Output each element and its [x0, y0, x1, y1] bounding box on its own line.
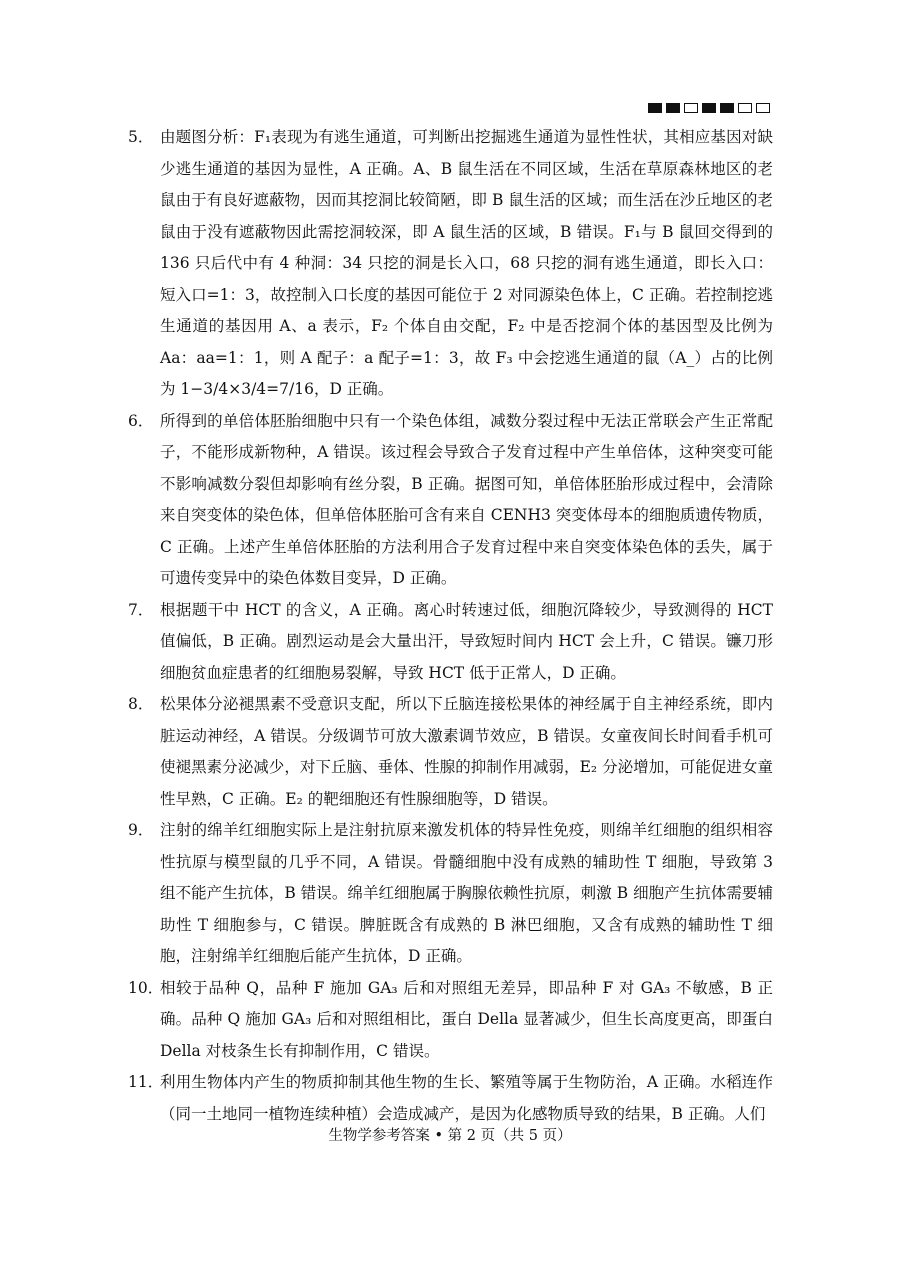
header-mark-6 [738, 103, 752, 113]
item-text: 根据题干中 HCT 的含义，A 正确。离心时转速过低，细胞沉降较少，导致测得的 HCT 值偏低，B 正确。剧烈运动是会大量出汗，导致短时间内 HCT 会上升，C 错误。镰刀形细胞贫血症患者的红细胞易裂解，导致 HCT 低于正常人，D 正确。 [160, 600, 773, 682]
item-number: 7． [128, 600, 154, 619]
answer-item-10 [128, 973, 773, 1068]
answer-item-9 [128, 815, 773, 973]
header-mark-5 [720, 103, 734, 113]
page-footer: 生物学参考答案 • 第 2 页（共 5 页） [328, 1128, 572, 1144]
header-mark-3 [684, 103, 698, 113]
answer-content [128, 122, 773, 1130]
item-number: 5． [128, 128, 154, 146]
item-text: 由题图分析：F₁表现为有逃生通道，可判断出挖掘逃生通道为显性性状，其相应基因对缺少逃生通道的基因为显性，A 正确。A、B 鼠生活在不同区域，生活在草原森林地区的老鼠由于有良好遮蔽物，因而其挖洞比较简陋，即 B 鼠生活的区域；而生活在沙丘地区的老鼠由于没有遮蔽物因此需挖洞较深，即 A 鼠生活的区域，B 错误。F₁与 B 鼠回交得到的 136 只后代中有 4 种洞：34 只挖的洞是长入口，68 只挖的洞有逃生通道，即长入口：短入口=1：3，故控制入口长度的基因可能位于 2 对同源染色体上，C 正确。若控制挖逃生通道的基因用 A、a 表示，F₂ 个体自由交配，F₂ 中是否挖洞个体的基因型及比例为 Aa：aa=1：1，则 A 配子：a 配子=1：3，故 F₃ 中会挖逃生通道的鼠（A_）占的比例为 1−3/4×3/4=7/16，D 正确。 [160, 128, 773, 398]
item-number: 6． [128, 411, 154, 430]
item-text: 利用生物体内产生的物质抑制其他生物的生长、繁殖等属于生物防治，A 正确。水稻连作（同一土地同一植物连续种植）会造成减产，是因为化感物质导致的结果，B 正确。人们 [160, 1073, 773, 1123]
answer-item-6 [128, 406, 773, 595]
item-text: 松果体分泌褪黑素不受意识支配，所以下丘脑连接松果体的神经属于自主神经系统，即内脏运动神经，A 错误。分级调节可放大激素调节效应，B 错误。女童夜间长时间看手机可使褪黑素分泌减少，对下丘脑、垂体、性腺的抑制作用减弱，E₂ 分泌增加，可能促进女童性早熟，C 正确。E₂ 的靶细胞还有性腺细胞等，D 错误。 [160, 695, 773, 808]
answer-item-7 [128, 595, 773, 690]
item-number: 8． [128, 695, 154, 713]
header-mark-2 [666, 103, 680, 113]
answer-item-11 [128, 1067, 773, 1130]
item-number: 10． [128, 978, 164, 997]
answer-item-8 [128, 689, 773, 815]
item-text: 相较于品种 Q，品种 F 施加 GA₃ 后和对照组无差异，即品种 F 对 GA₃ 不敏感，B 正确。品种 Q 施加 GA₃ 后和对照组相比，蛋白 Della 显著减少，但生长高度更高，即蛋白 Della 对枝条生长有抑制作用，C 错误。 [160, 978, 773, 1060]
item-number: 9． [128, 821, 154, 839]
item-number: 11． [128, 1073, 164, 1091]
item-text: 注射的绵羊红细胞实际上是注射抗原来激发机体的特异性免疫，则绵羊红细胞的组织相容性抗原与模型鼠的几乎不同，A 错误。骨髓细胞中没有成熟的辅助性 T 细胞，导致第 3 组不能产生抗体，B 错误。绵羊红细胞属于胸腺依赖性抗原，刺激 B 细胞产生抗体需要辅助性 T 细胞参与，C 错误。脾脏既含有成熟的 B 淋巴细胞，又含有成熟的辅助性 T 细胞，注射绵羊红细胞后能产生抗体，D 正确。 [160, 821, 773, 965]
header-mark-4 [702, 103, 716, 113]
answer-item-5 [128, 122, 773, 406]
header-mark-1 [648, 103, 662, 113]
header-marks [648, 103, 770, 113]
item-text: 所得到的单倍体胚胎细胞中只有一个染色体组，减数分裂过程中无法正常联会产生正常配子，不能形成新物种，A 错误。该过程会导致合子发育过程中产生单倍体，这种突变可能不影响减数分裂但却影响有丝分裂，B 正确。据图可知，单倍体胚胎形成过程中，会清除来自突变体的染色体，但单倍体胚胎可含有来自 CENH3 突变体母本的细胞质遗传物质，C 正确。上述产生单倍体胚胎的方法利用合子发育过程中来自突变体染色体的丢失，属于可遗传变异中的染色体数目变异，D 正确。 [160, 411, 773, 587]
header-mark-7 [756, 103, 770, 113]
